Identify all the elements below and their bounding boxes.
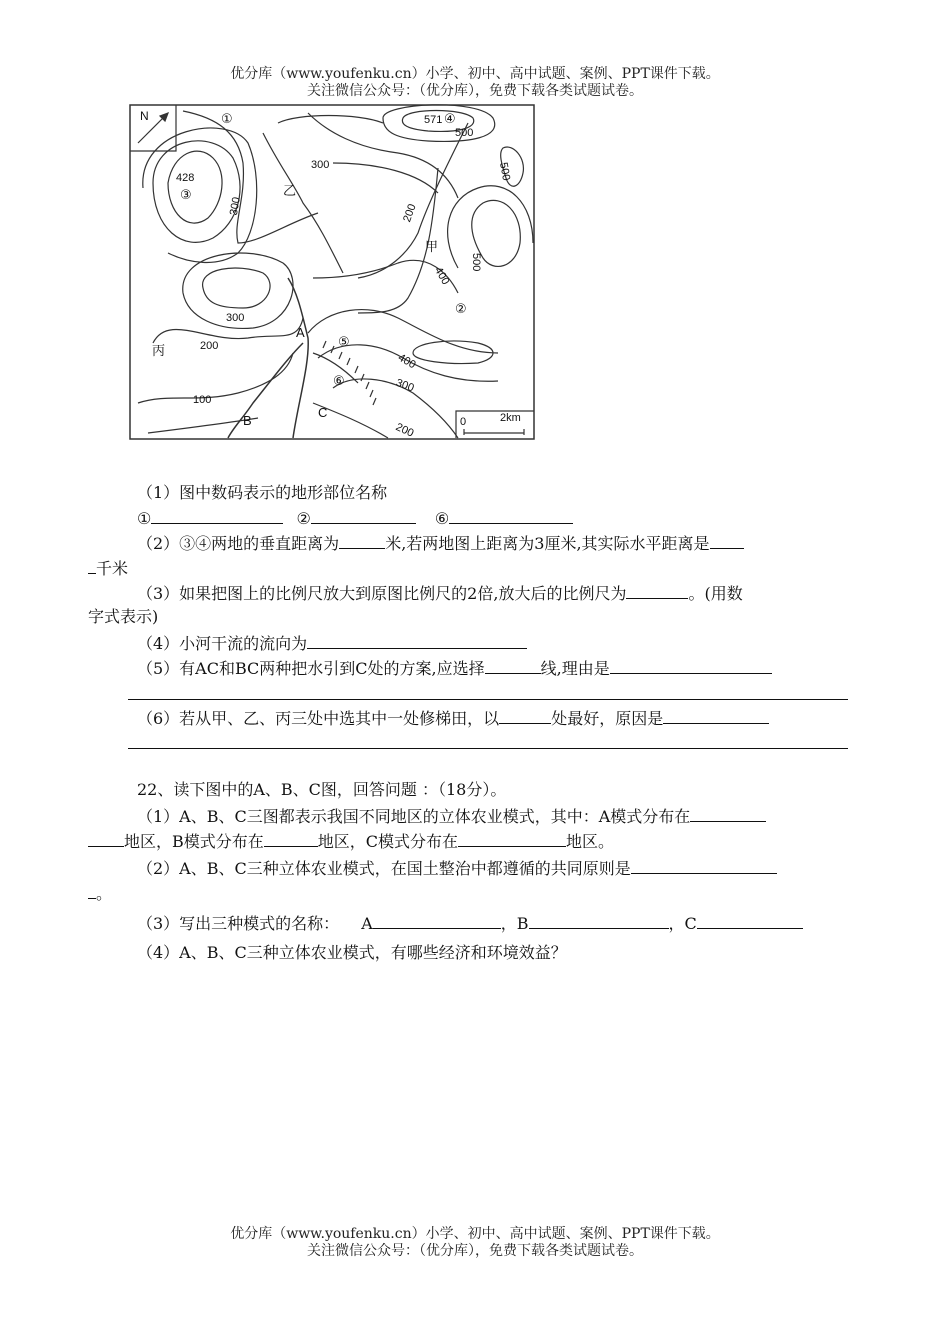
q22-part1-cont xyxy=(88,830,614,852)
page-header xyxy=(0,66,950,100)
contour-label: 500 xyxy=(455,127,474,139)
q22-part3-text: （3）写出三种模式的名称： xyxy=(137,914,340,933)
q22-part1-text-d: 地区。 xyxy=(566,832,615,851)
answer-blank[interactable] xyxy=(631,857,777,874)
answer-blank[interactable] xyxy=(458,830,566,847)
place-yi: 乙 xyxy=(283,183,297,198)
q21-part5-text-b: 线,理由是 xyxy=(540,659,610,678)
q21-mark-2: ② xyxy=(296,509,311,528)
spot-height: 428 xyxy=(176,172,195,184)
marker-6: ⑥ xyxy=(333,373,345,388)
footer-line-1: 优分库（www.youfenku.cn）小学、初中、高中试题、案例、PPT课件下载。 xyxy=(230,1226,720,1242)
scale-zero: 0 xyxy=(460,416,467,428)
answer-blank[interactable] xyxy=(264,830,318,847)
q21-part5 xyxy=(137,657,772,679)
contour-label: 300 xyxy=(311,159,330,171)
q21-part5-text: （5）有AC和BC两种把水引到C处的方案,应选择 xyxy=(137,659,485,678)
answer-blank[interactable] xyxy=(339,532,385,549)
contour-label: 200 xyxy=(200,340,219,352)
q21-part6-text-b: 处最好，原因是 xyxy=(551,709,664,728)
q21-part2 xyxy=(137,532,744,554)
q21-part4 xyxy=(137,632,527,654)
header-line-2: 关注微信公众号：（优分库），免费下载各类试题试卷。 xyxy=(307,83,643,99)
q21-mark-6: ⑥ xyxy=(434,509,450,528)
place-bing: 丙 xyxy=(152,343,166,358)
marker-4: ④ xyxy=(444,111,456,126)
marker-1: ① xyxy=(221,111,233,126)
q21-part3-cont: 字式表示) xyxy=(88,607,159,626)
q22-part3-c: ，C xyxy=(668,914,697,933)
page-footer xyxy=(0,1226,950,1260)
q21-part2-text: （2）③④两地的垂直距离为 xyxy=(137,534,340,553)
answer-blank[interactable] xyxy=(88,882,96,899)
q22-part2-text: （2）A、B、C三种立体农业模式，在国土整治中都遵循的共同原则是 xyxy=(137,859,631,878)
answer-line[interactable] xyxy=(128,748,848,749)
place-c: C xyxy=(318,405,328,420)
q21-part1-blanks xyxy=(137,507,573,529)
answer-blank[interactable] xyxy=(88,557,96,574)
q22-part3-a: A xyxy=(361,914,373,933)
contour-label: 200 xyxy=(401,202,419,224)
q21-part6 xyxy=(137,707,769,729)
answer-blank[interactable] xyxy=(499,707,551,724)
place-jia: 甲 xyxy=(425,239,439,254)
answer-blank[interactable] xyxy=(449,507,573,524)
q22-title: 22、读下图中的A、B、C图，回答问题 ：（18分）。 xyxy=(137,780,507,799)
contour-label: 500 xyxy=(470,253,482,272)
q21-part2-text-b: 米,若两地图上距离为3厘米,其实际水平距离是 xyxy=(385,534,710,553)
contour-label: 200 xyxy=(393,421,416,440)
answer-blank[interactable] xyxy=(626,582,688,599)
contour-label: 400 xyxy=(431,265,452,287)
q21-part3 xyxy=(137,582,743,604)
q21-part1: （1）图中数码表示的地形部位名称 xyxy=(137,483,388,502)
q22-part1 xyxy=(137,805,766,827)
q21-part3-text-b: 。(用数 xyxy=(688,584,743,603)
q21-part6-text: （6）若从甲、乙、丙三处中选其中一处修梯田，以 xyxy=(137,709,500,728)
q21-part2-cont xyxy=(88,557,128,579)
contour-label: 400 xyxy=(395,351,418,372)
scale-length: 2km xyxy=(500,412,521,424)
contour-label: 500 xyxy=(497,161,513,182)
answer-blank[interactable] xyxy=(690,805,766,822)
contour-map xyxy=(128,103,538,443)
answer-blank[interactable] xyxy=(697,912,803,929)
q22-part3-b: ，B xyxy=(500,914,529,933)
marker-3: ③ xyxy=(180,187,192,202)
answer-blank[interactable] xyxy=(307,632,527,649)
q21-part4-text: （4）小河干流的流向为 xyxy=(137,634,308,653)
q22-part2 xyxy=(137,857,777,879)
q22-part2-end: 。 xyxy=(96,884,113,903)
answer-blank[interactable] xyxy=(710,532,744,549)
q21-mark-1: ① xyxy=(137,509,152,528)
footer-line-2: 关注微信公众号：（优分库），免费下载各类试题试卷。 xyxy=(307,1243,643,1259)
answer-blank[interactable] xyxy=(529,912,669,929)
marker-5: ⑤ xyxy=(338,334,350,349)
q22-part1-text-b: 地区，B模式分布在 xyxy=(124,832,264,851)
q21-part2-unit: 千米 xyxy=(96,559,129,578)
place-a: A xyxy=(296,325,305,340)
contour-label: 100 xyxy=(193,394,212,406)
q22-part1-text: （1）A、B、C三图都表示我国不同地区的立体农业模式，其中：A模式分布在 xyxy=(137,807,691,826)
answer-blank[interactable] xyxy=(151,507,283,524)
answer-line[interactable] xyxy=(128,699,848,700)
q22-part4: （4）A、B、C三种立体农业模式，有哪些经济和环境效益？ xyxy=(137,943,567,962)
q21-part3-text: （3）如果把图上的比例尺放大到原图比例尺的2倍,放大后的比例尺为 xyxy=(137,584,627,603)
answer-blank[interactable] xyxy=(373,912,501,929)
north-label: N xyxy=(140,109,149,123)
place-b: B xyxy=(243,413,252,428)
contour-label: 300 xyxy=(226,312,245,324)
q22-part2-cont xyxy=(88,882,112,904)
contour-label: 300 xyxy=(394,376,416,395)
answer-blank[interactable] xyxy=(485,657,541,674)
answer-blank[interactable] xyxy=(610,657,772,674)
answer-blank[interactable] xyxy=(663,707,769,724)
answer-blank[interactable] xyxy=(88,830,124,847)
header-line-1: 优分库（www.youfenku.cn）小学、初中、高中试题、案例、PPT课件下载。 xyxy=(230,66,720,82)
contour-label: 300 xyxy=(227,196,243,217)
q22-part1-text-c: 地区，C模式分布在 xyxy=(317,832,459,851)
q22-part3 xyxy=(137,912,803,934)
spot-height: 571 xyxy=(424,114,443,126)
marker-2: ② xyxy=(455,301,467,316)
answer-blank[interactable] xyxy=(311,507,416,524)
